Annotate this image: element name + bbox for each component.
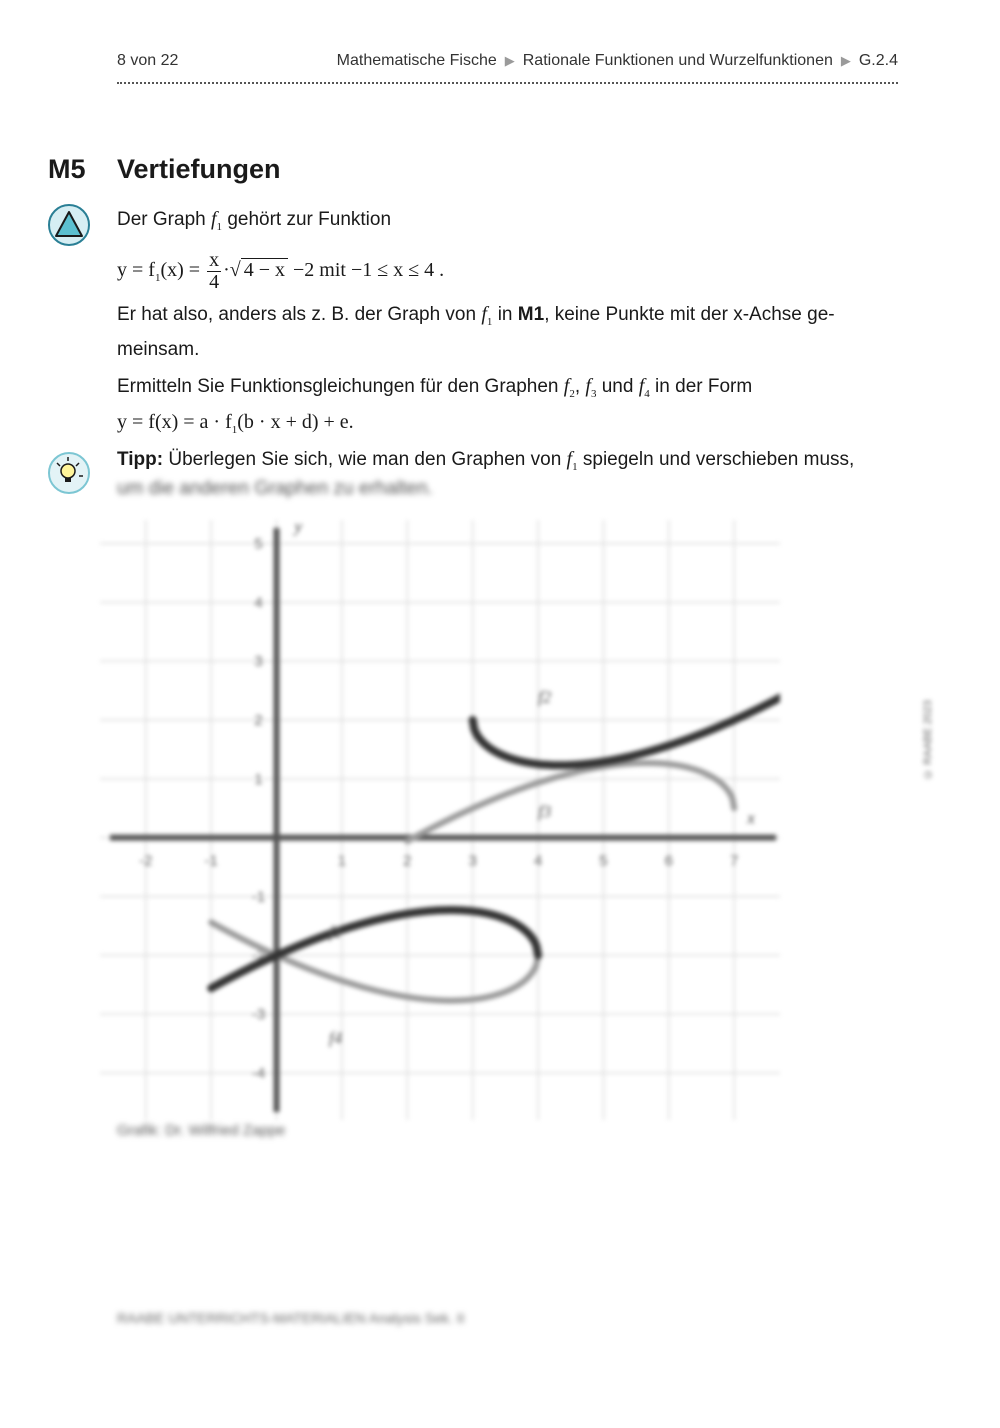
y-tick-label: 4	[254, 594, 263, 612]
x-tick-label: 3	[468, 852, 477, 870]
breadcrumb	[337, 52, 898, 70]
task-line: Ermitteln Sie Funktionsgleichungen für den Graphen $f_2$, $f_3$ und $f_4$ in der Form	[117, 375, 753, 400]
function-formula: $y = f_1(x)$ = $\frac{x}{4}$ ·√ 4 − x −2 mit −1 ≤ x ≤ 4 .	[117, 249, 445, 293]
lightbulb-icon	[47, 451, 91, 500]
breadcrumb-item: G.2.4	[858, 52, 898, 69]
x-tick-label: 1	[337, 852, 347, 870]
triangle-icon	[47, 203, 91, 252]
y-tick-label: 5	[254, 535, 263, 553]
x-axis-label: x	[747, 808, 755, 828]
y-tick-label: -3	[251, 1006, 266, 1024]
curve-label: f3	[538, 802, 552, 822]
curve-label: f4	[328, 1028, 343, 1048]
x-tick-label: 5	[599, 852, 608, 870]
chevron-right-icon: ▶	[840, 53, 851, 68]
page-number: 8 von 22	[117, 52, 179, 69]
y-tick-label: -4	[251, 1064, 266, 1082]
y-tick-label: -1	[251, 888, 266, 906]
page-header	[117, 48, 898, 84]
intro-line: Der Graph $f_1$ gehört zur Funktion	[117, 208, 392, 233]
x-tick-label: -2	[139, 852, 153, 870]
copyright-note: © RAABE 2023	[922, 700, 934, 780]
section-number: M5	[48, 154, 86, 184]
paragraph-line: meinsam.	[117, 339, 200, 360]
curve-f3	[407, 763, 734, 841]
x-tick-label: 6	[664, 852, 674, 870]
y-tick-label: 3	[254, 653, 263, 671]
form-formula: $y = f(x) = a \cdot f_1(b \cdot x + d) + e$.	[117, 411, 354, 436]
section-title: Vertiefungen	[117, 154, 281, 184]
y-tick-label: -2	[251, 947, 266, 965]
y-tick-label: 1	[254, 770, 263, 788]
breadcrumb-item: Rationale Funktionen und Wurzelfunktionen	[522, 52, 833, 69]
curve-label: f1	[328, 922, 343, 942]
page-footer: RAABE UNTERRICHTS-MATERIALIEN Analysis Sek. II	[117, 1310, 465, 1326]
chevron-right-icon: ▶	[504, 53, 515, 68]
x-tick-label: -1	[204, 852, 218, 870]
tip-line: Tipp: Überlegen Sie sich, wie man den Graphen von $f_1$ spiegeln und verschieben muss,	[117, 448, 855, 473]
x-tick-label: 4	[533, 852, 543, 870]
graph-canvas	[100, 520, 780, 1120]
y-tick-label: 2	[254, 712, 263, 729]
tip-line: um die anderen Graphen zu erhalten.	[117, 478, 433, 499]
function-graph	[100, 520, 780, 1125]
paragraph-line: Er hat also, anders als z. B. der Graph von $f_1$ in M1, keine Punkte mit der x-Achse ge-	[117, 303, 835, 328]
x-tick-label: 7	[730, 852, 739, 870]
y-axis-label: y	[294, 520, 303, 536]
image-credit: Grafik: Dr. Wilfried Zappe	[117, 1122, 286, 1139]
breadcrumb-item: Mathematische Fische	[336, 52, 497, 69]
x-tick-label: 2	[403, 852, 412, 870]
curve-label: f2	[538, 687, 552, 707]
